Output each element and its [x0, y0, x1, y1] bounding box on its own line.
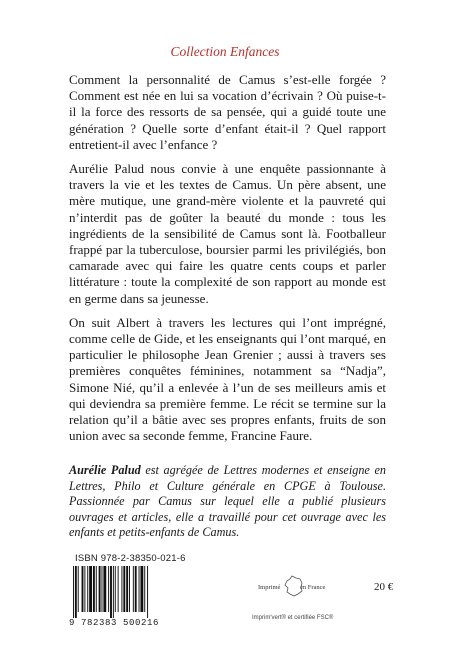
barcode-block [69, 553, 191, 639]
author-bio-text: est agrégée de Lettres modernes et enseigne en Lettres, Philo et Culture générale en CPGE à Toulouse. Passionnée par Camus sur lequel elle a publié plusieurs ouvrages et articles, elle a travaillé pour cet ouvrage avec les enfants et petits-enfants de Camus. [69, 463, 386, 540]
paragraph-intro: Comment la personnalité de Camus s’est-elle forgée ? Comment est née en lui sa vocation d’écrivain ? Où puise-t-il la force des ressorts de sa pensée, qui a guidé toute une génération ? Quelle sorte d’enfant était-il ? Quel rapport entretient-il avec l’enfance ? [69, 72, 386, 152]
barcode-digits: 9 782383 500216 [69, 618, 160, 628]
back-cover-text [69, 72, 386, 452]
author-name: Aurélie Palud [69, 463, 141, 477]
isbn-number: ISBN 978-2-38350-021-6 [75, 553, 186, 564]
imprime-label: Imprimé [258, 584, 281, 591]
barcode-image [69, 566, 187, 618]
imprim-vert-note: Imprim'vert® et certifiée FSC® [252, 615, 334, 621]
author-bio [69, 463, 386, 541]
en-france-label: en France [300, 584, 326, 591]
collection-title: Collection Enfances [170, 44, 280, 59]
paragraph-influences: On suit Albert à travers les lectures qui l’ont imprégné, comme celle de Gide, et les enseignants qui l’ont marqué, en particulier le philosophe Jean Grenier ; aussi à travers ses premières conquêtes féminines, notamment sa “Nadja”, Simone Nié, qu’il a enlevée à l’un de ses meilleurs amis et qui deviendra sa première femme. Le récit se termine sur la relation qu’il a bâtie avec ses propres enfants, fruits de son union avec sa seconde femme, Francine Faure. [69, 314, 386, 444]
paragraph-childhood: Aurélie Palud nous convie à une enquête passionnante à travers la vie et les textes de Camus. Un père absent, une mère mutique, une grand-mère violente et la pauvreté qui n’interdit pas de goûter la beauté du monde : tous les ingrédients de la sensibilité de Camus sont là. Footballeur frappé par la tuberculose, boursier parmi les privilégiés, bon camarade avec qui faire les quatre cents coups et parler littérature : toute la complexité de son rapport au monde est en germe dans sa jeunesse. [69, 161, 386, 306]
price: 20 € [374, 581, 394, 593]
imprime-en-france-logo [258, 573, 328, 601]
